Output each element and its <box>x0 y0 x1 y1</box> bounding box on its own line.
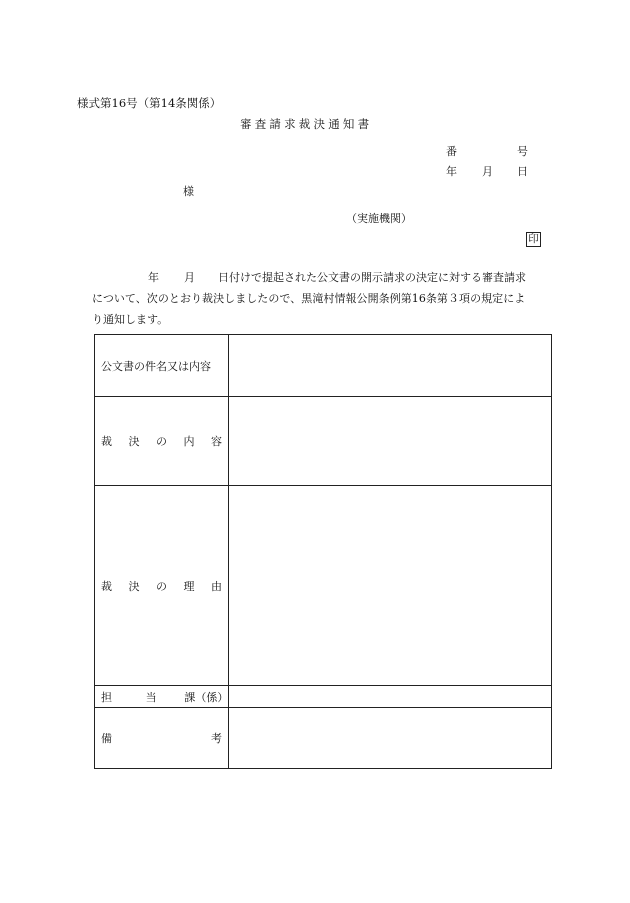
label-char: 理 <box>183 579 195 593</box>
label-char: 考 <box>211 732 222 745</box>
form-table <box>94 334 552 769</box>
label-subject: 公文書の件名又は内容 <box>101 359 211 373</box>
label-char: 担 <box>101 690 112 704</box>
label-cell-decision-reason <box>95 486 229 686</box>
label-decision-content <box>95 433 228 449</box>
body-line-1-month: 月 <box>184 271 195 284</box>
label-char: 容 <box>211 435 222 448</box>
label-remarks <box>95 730 228 746</box>
label-char: 課（係） <box>184 690 229 704</box>
label-char: 決 <box>128 435 140 448</box>
document-title: 審査請求裁決通知書 <box>240 117 373 131</box>
date-year-label: 年 <box>446 165 457 178</box>
value-cell-decision-content[interactable] <box>229 397 552 486</box>
date-month-label: 月 <box>482 165 493 178</box>
body-line-2: について、次のとおり裁決しましたので、黒滝村情報公開条例第16条第３項の規定によ <box>92 292 526 305</box>
label-cell-department <box>95 686 229 708</box>
value-cell-subject[interactable] <box>229 335 552 397</box>
body-line-3: り通知します。 <box>92 313 169 326</box>
label-decision-reason <box>95 578 228 594</box>
label-char: 内 <box>183 435 195 448</box>
date-day-label: 日 <box>517 165 528 178</box>
body-line-1-text: 日付けで提起された公文書の開示請求の決定に対する審査請求 <box>218 271 526 284</box>
implementing-agency-label: （実施機関） <box>346 212 412 225</box>
table-row-department <box>95 686 552 708</box>
label-department <box>95 689 228 705</box>
label-char: 裁 <box>101 579 112 593</box>
label-cell-remarks <box>95 708 229 769</box>
label-char: の <box>156 579 167 593</box>
label-char: 裁 <box>101 435 112 448</box>
label-char: 決 <box>128 579 140 593</box>
table-row-decision-reason <box>95 486 552 686</box>
label-char: 由 <box>211 579 222 593</box>
value-cell-department[interactable] <box>229 686 552 708</box>
body-line-1-year: 年 <box>148 271 159 284</box>
label-cell-decision-content <box>95 397 229 486</box>
form-number: 様式第16号（第14条関係） <box>77 96 222 110</box>
label-char: の <box>156 435 167 448</box>
table-row-subject <box>95 335 552 397</box>
seal-stamp-box: 印 <box>526 232 541 247</box>
addressee-suffix: 様 <box>183 185 194 198</box>
table-row-remarks <box>95 708 552 769</box>
label-char: 当 <box>145 690 157 704</box>
table-row-decision-content <box>95 397 552 486</box>
label-cell-subject <box>95 335 229 397</box>
number-label-ban: 番 <box>446 145 457 158</box>
number-label-go: 号 <box>517 145 528 158</box>
value-cell-remarks[interactable] <box>229 708 552 769</box>
label-char: 備 <box>101 732 112 745</box>
value-cell-decision-reason[interactable] <box>229 486 552 686</box>
